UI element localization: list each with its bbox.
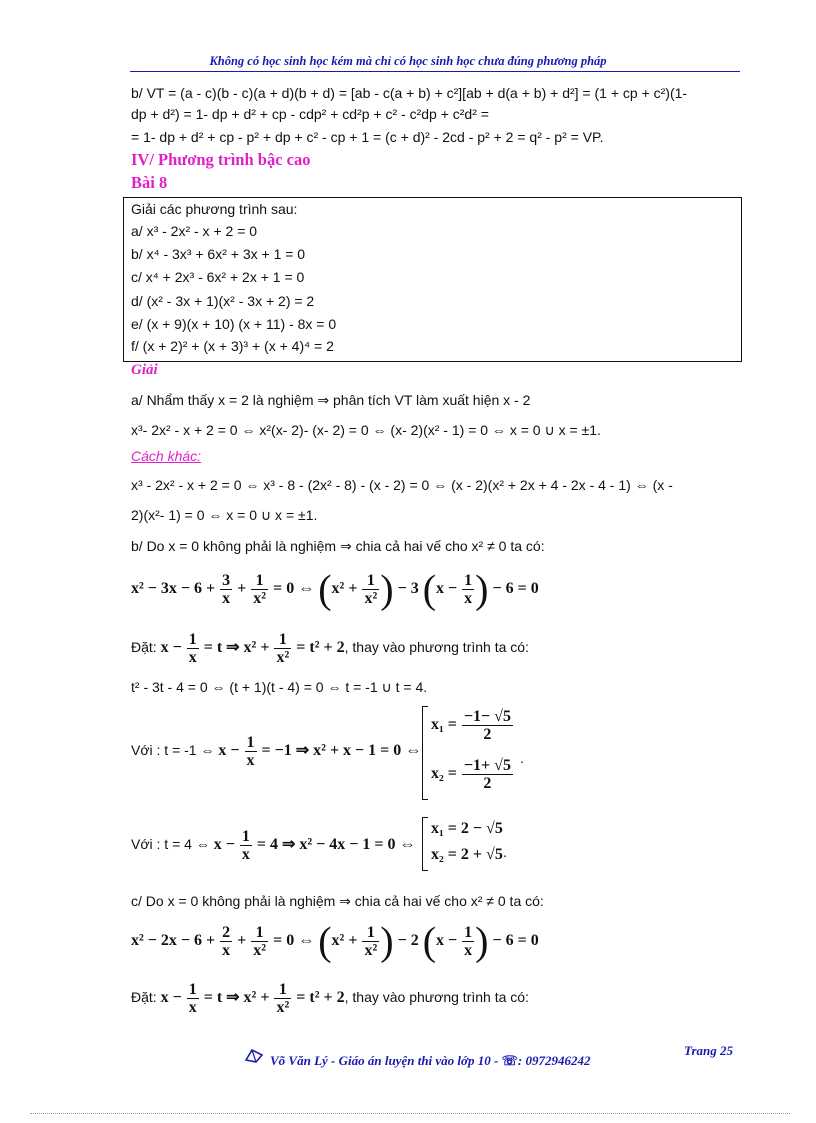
b-sub-frac-1: $\frac{1}{x}$ — [188, 630, 197, 666]
footer-author: Võ Văn Lý - Giáo án luyện thi vào lớp 10 - — [270, 1053, 499, 1068]
b-eq-frac-3: $\frac{1}{\text{x²}}$ — [364, 571, 378, 607]
case2-root-2: x₂ = 2 + √5 — [431, 846, 503, 863]
b-sub-frac-2: $\frac{1}{\text{x²}}$ — [276, 630, 290, 666]
c-sub-frac-1: $\frac{1}{x}$ — [188, 980, 197, 1016]
case2-end: . — [503, 844, 507, 860]
case1-end: . — [520, 750, 524, 766]
solution-a-line-2: x³- 2x² - x + 2 = 0 ⇔ x²(x- 2)- (x- 2) = 0 ⇔ (x- 2)(x² - 1) = 0 ⇔ x = 0 ∪ x = ±1. — [131, 422, 601, 438]
intro-line-2: dp + d²) = 1- dp + d² + cp - cdp² + cd²p + c² - c²dp + c²d² = — [131, 106, 489, 122]
case2-root-1: x₁ = 2 − √5 — [431, 820, 503, 837]
exercise-title: Bài 8 — [131, 173, 168, 192]
solution-c-substitution: Đặt: x − $\frac{1}{x}$ = t ⇒ x² + $\frac{1}{\text{x²}}$ = t² + 2, thay vào phương trình ta có: — [131, 980, 529, 1016]
page-header: Không có học sinh học kém mà chỉ có học sinh học chưa đúng phương pháp — [209, 54, 607, 68]
problem-item-d: d/ (x² - 3x + 1)(x² - 3x + 2) = 2 — [131, 293, 315, 309]
solution-label: Giải — [131, 362, 158, 378]
pen-icon — [244, 1046, 266, 1064]
footer-phone: : 0972946242 — [517, 1053, 591, 1068]
alt-method-label: Cách khác: — [131, 448, 202, 464]
case1-bracket — [422, 706, 428, 800]
solution-b-substitution: Đặt: x − $\frac{1}{x}$ = t ⇒ x² + $\frac{1}{\text{x²}}$ = t² + 2, thay vào phương trình ta có: — [131, 630, 529, 666]
solution-a-line-1: a/ Nhẩm thấy x = 2 là nghiệm ⇒ phân tích VT làm xuất hiện x - 2 — [131, 392, 531, 408]
page-number: Trang 25 — [684, 1043, 733, 1058]
case1-root-2: x₂ = $\frac{-1+ √5}{2}$ — [431, 757, 511, 792]
solution-c-equation: x² − 2x − 6 + $\frac{2}{x}$ + $\frac{1}{\text{x²}}$ = 0 ⇔ (x² + $\frac{1}{\text{x²}}$ ) − 2 (x − $\frac{1}{x}$ ) − 6 = 0 — [131, 918, 539, 964]
solution-b-equation: x² − 3x − 6 + $\frac{3}{x}$ + $\frac{1}{\text{x²}}$ = 0 ⇔ (x² + $\frac{1}{\text{x²}}$ ) − 3 (x − $\frac{1}{x}$ ) − 6 = 0 — [131, 566, 539, 612]
case-2: Với : t = 4 ⇔ x − $\frac{1}{x}$ = 4 ⇒ x² − 4x − 1 = 0 ⇔ — [131, 828, 416, 863]
footer — [270, 1053, 590, 1069]
intro-line-3: = 1- dp + d² + cp - p² + dp + c² - cp + 1 = (c + d)² - 2cd - p² + 2 = q² - p² = VP. — [131, 129, 604, 145]
b-eq-frac-4: $\frac{1}{x}$ — [464, 571, 473, 607]
problem-item-e: e/ (x + 9)(x + 10) (x + 11) - 8x = 0 — [131, 316, 337, 332]
c-eq-frac-2: $\frac{1}{\text{x²}}$ — [253, 923, 267, 959]
solution-a-line-4: 2)(x²- 1) = 0 ⇔ x = 0 ∪ x = ±1. — [131, 507, 318, 523]
intro-line-1: b/ VT = (a - c)(b - c)(a + d)(b + d) = [ab - c(a + b) + c²][ab + d(a + b) + d²] = (1 + cp + c²)(1- — [131, 85, 688, 101]
case1-root-1: x₁ = $\frac{-1- √5}{2}$ — [431, 708, 511, 743]
c-eq-frac-1: $\frac{2}{x}$ — [222, 923, 231, 959]
c-eq-frac-4: $\frac{1}{x}$ — [464, 923, 473, 959]
problem-intro: Giải các phương trình sau: — [131, 201, 298, 217]
section-title: IV/ Phương trình bậc cao — [131, 150, 311, 169]
phone-icon: ☏ — [501, 1053, 518, 1068]
b-eq-lhs: x² − 3x − 6 + — [131, 580, 216, 597]
solution-a-line-3: x³ - 2x² - x + 2 = 0 ⇔ x³ - 8 - (2x² - 8) - (x - 2) = 0 ⇔ (x - 2)(x² + 2x + 4 - 2x - 4 - 1) ⇔ (x - — [131, 477, 673, 493]
problem-item-f: f/ (x + 2)² + (x + 3)³ + (x + 4)⁴ = 2 — [131, 338, 334, 354]
problem-item-b: b/ x⁴ - 3x³ + 6x² + 3x + 1 = 0 — [131, 246, 306, 262]
solution-b-line-2: t² - 3t - 4 = 0 ⇔ (t + 1)(t - 4) = 0 ⇔ t = -1 ∪ t = 4. — [131, 679, 428, 695]
b-eq-frac-1: $\frac{3}{x}$ — [222, 571, 231, 607]
case1-frac: $\frac{1}{x}$ — [246, 734, 255, 769]
case2-frac: $\frac{1}{x}$ — [241, 828, 250, 863]
c-sub-frac-2: $\frac{1}{\text{x²}}$ — [276, 980, 290, 1016]
b-eq-frac-2: $\frac{1}{\text{x²}}$ — [253, 571, 267, 607]
solution-b-line-1: b/ Do x = 0 không phải là nghiệm ⇒ chia cả hai vế cho x² ≠ 0 ta có: — [131, 538, 545, 554]
problem-item-a: a/ x³ - 2x² - x + 2 = 0 — [131, 223, 258, 239]
case2-bracket — [422, 817, 428, 871]
c-eq-frac-3: $\frac{1}{\text{x²}}$ — [364, 923, 378, 959]
header-rule — [130, 71, 740, 72]
case-1: Với : t = -1 ⇔ x − $\frac{1}{x}$ = −1 ⇒ x² + x − 1 = 0 ⇔ — [131, 734, 422, 769]
problem-item-c: c/ x⁴ + 2x³ - 6x² + 2x + 1 = 0 — [131, 269, 305, 285]
bottom-divider — [30, 1113, 790, 1114]
solution-c-line-1: c/ Do x = 0 không phải là nghiệm ⇒ chia cả hai vế cho x² ≠ 0 ta có: — [131, 893, 544, 909]
